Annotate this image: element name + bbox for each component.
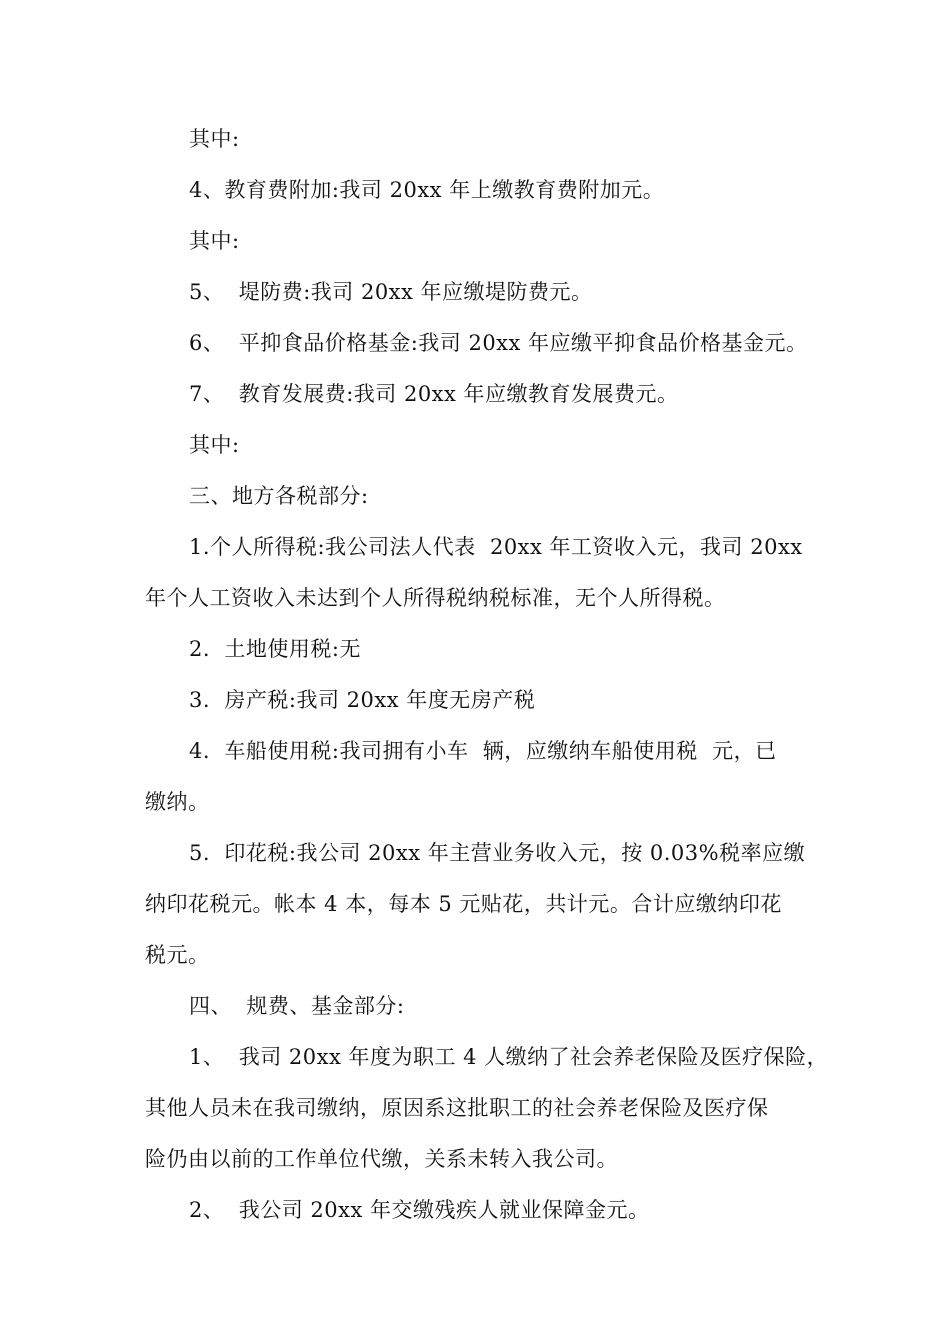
paragraph-line: 3. 房产税:我司 20xx 年度无房产税 [189, 688, 536, 712]
paragraph-line: 其他人员未在我司缴纳，原因系这批职工的社会养老保险及医疗保 [145, 1096, 769, 1120]
paragraph-line: 4、教育费附加:我司 20xx 年上缴教育费附加元。 [189, 178, 665, 202]
section-heading: 四、 规费、基金部分: [189, 994, 405, 1018]
paragraph-line: 2. 土地使用税:无 [189, 637, 361, 661]
paragraph-line: 其中: [189, 229, 240, 253]
paragraph-line: 5、 堤防费:我司 20xx 年应缴堤防费元。 [189, 280, 593, 304]
paragraph-line: 险仍由以前的工作单位代缴，关系未转入我公司。 [145, 1147, 618, 1171]
paragraph-line: 1.个人所得税:我公司法人代表 20xx 年工资收入元，我司 20xx [189, 535, 803, 559]
paragraph-line: 1、 我司 20xx 年度为职工 4 人缴纳了社会养老保险及医疗保险， [189, 1045, 829, 1069]
paragraph-line: 7、 教育发展费:我司 20xx 年应缴教育发展费元。 [189, 382, 679, 406]
section-heading: 三、地方各税部分: [189, 484, 369, 508]
paragraph-line: 年个人工资收入未达到个人所得税纳税标准，无个人所得税。 [145, 586, 726, 610]
paragraph-line: 缴纳。 [145, 790, 210, 814]
paragraph-line: 6、 平抑食品价格基金:我司 20xx 年应缴平抑食品价格基金元。 [189, 331, 808, 355]
paragraph-line: 其中: [189, 433, 240, 457]
paragraph-line: 4. 车船使用税:我司拥有小车 辆，应缴纳车船使用税 元，已 [189, 739, 777, 763]
paragraph-line: 纳印花税元。帐本 4 本，每本 5 元贴花，共计元。合计应缴纳印花 [145, 892, 782, 916]
paragraph-line: 其中: [189, 127, 240, 151]
paragraph-line: 5. 印花税:我公司 20xx 年主营业务收入元，按 0.03%税率应缴 [189, 841, 806, 865]
paragraph-line: 2、 我公司 20xx 年交缴残疾人就业保障金元。 [189, 1198, 650, 1222]
paragraph-line: 税元。 [145, 943, 210, 967]
